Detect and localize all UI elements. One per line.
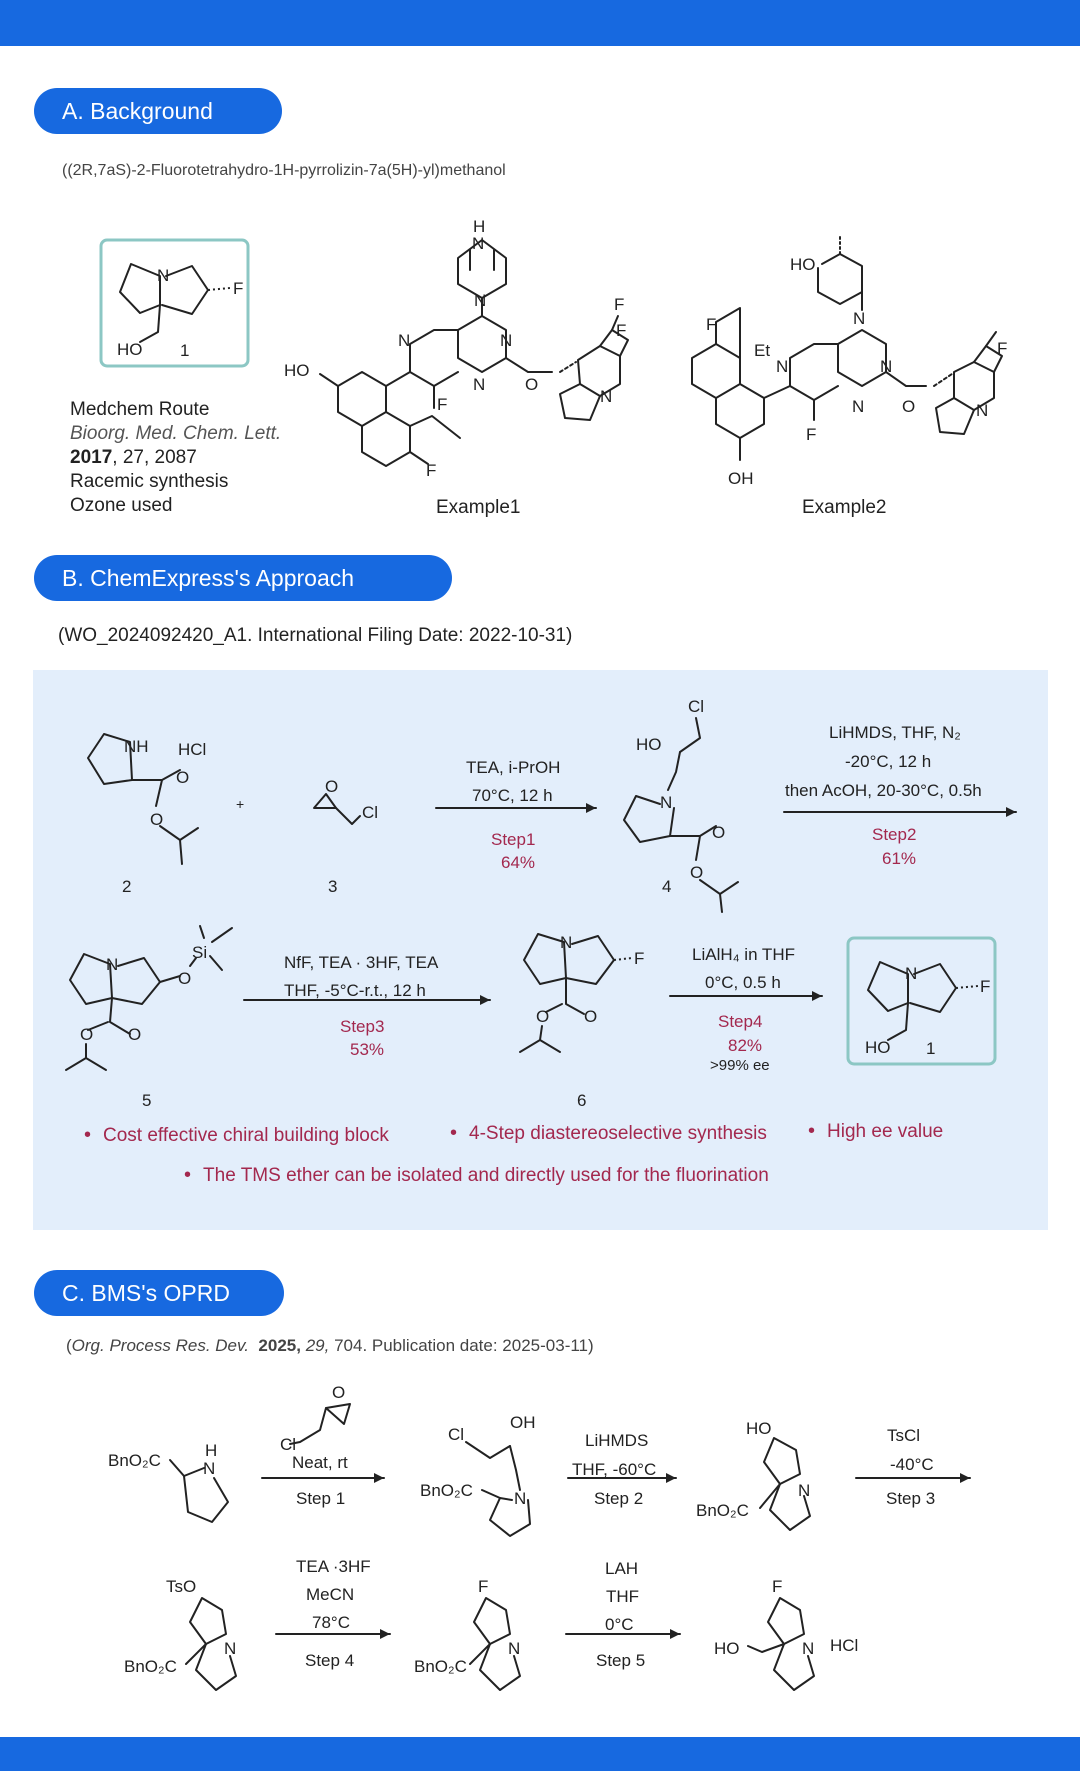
svg-text:F: F [233,279,244,298]
hcl-salt-label: HCl [178,740,207,759]
c-step5-condition: LAH [605,1559,639,1578]
svg-text:N: N [398,331,411,350]
step2-condition: LiHMDS, THF, N₂ [829,723,961,742]
example2-structure [692,236,1007,488]
step2-arrowhead [1006,807,1016,817]
route-year: 2017 [70,447,113,468]
c-step3-arrowhead [960,1473,970,1483]
svg-text:N: N [802,1639,815,1658]
ref-rest: 704. Publication date: 2025-03-11) [334,1336,594,1355]
compound-label-5: 5 [142,1091,152,1110]
c-intermediate-3 [124,1577,236,1690]
svg-text:Cl: Cl [362,803,379,822]
route-line: Racemic synthesis [70,471,229,492]
example1-label: Example1 [436,497,521,518]
svg-text:Et: Et [754,341,771,360]
svg-text:N: N [880,357,893,376]
compound-label-3: 3 [328,877,338,896]
compound-name: ((2R,7aS)-2-Fluorotetrahydro-1H-pyrrolizin-7a(5H)-yl)methanol [62,162,506,179]
svg-text:F: F [614,295,625,314]
c-step1-label: Step 1 [296,1489,346,1508]
route-journal: Bioorg. Med. Chem. Lett. [70,423,282,444]
svg-text:O: O [150,810,164,829]
svg-text:F: F [772,1577,783,1596]
c-final-product [714,1577,814,1690]
svg-text:BnO₂C: BnO₂C [696,1501,749,1520]
svg-text:F: F [806,425,817,444]
svg-text:F: F [997,339,1008,358]
svg-text:HO: HO [790,255,816,274]
svg-text:H: H [205,1441,218,1460]
c-step5-arrowhead [670,1629,680,1639]
ref-bracket: ( [66,1336,72,1355]
c-step4-arrowhead [380,1629,390,1639]
svg-text:TsO: TsO [166,1577,197,1596]
step4-yield: 82% [728,1036,763,1055]
svg-text:F: F [706,315,717,334]
c-step2-condition: THF, -60°C [572,1460,657,1479]
route-line: Medchem Route [70,399,210,420]
step4-condition: 0°C, 0.5 h [705,973,781,992]
c-epoxide-reagent [280,1383,350,1454]
section-b-reference: (WO_2024092420_A1. International Filing Date: 2022-10-31) [58,625,573,646]
svg-text:O: O [332,1383,346,1402]
compound-1-number: 1 [180,341,190,360]
svg-text:O: O [80,1025,94,1044]
svg-text:N: N [798,1481,811,1500]
svg-text:N: N [905,964,918,983]
c-step2-label: Step 2 [594,1489,644,1508]
step1-arrowhead [586,803,596,813]
svg-text:HO: HO [284,361,310,380]
bottom-banner [0,1737,1080,1771]
svg-text:N: N [500,331,513,350]
svg-text:Cl: Cl [280,1435,297,1454]
c-step5-condition: THF [606,1587,640,1606]
svg-text:N: N [660,793,673,812]
ref-journal: Org. Process Res. Dev. [71,1336,249,1355]
svg-text:O: O [712,823,726,842]
c-step2-arrowhead [666,1473,676,1483]
ref-year: 2025, [258,1336,301,1355]
step3-arrowhead [480,995,490,1005]
svg-text:N: N [600,387,613,406]
c-step4-condition: 78°C [312,1613,350,1632]
svg-text:1: 1 [926,1039,936,1058]
c-intermediate-4 [414,1577,520,1690]
step3-label: Step3 [340,1017,385,1036]
compound-5-structure [66,926,232,1070]
svg-text:N: N [106,955,119,974]
benefit-bullet: • The TMS ether can be isolated and directly used for the fluorination [184,1164,769,1187]
c-step3-condition: -40°C [890,1455,934,1474]
svg-text:O: O [178,969,192,988]
step2-label: Step2 [872,825,917,844]
svg-text:N: N [157,266,170,285]
svg-text:N: N [473,375,486,394]
compound-4-structure [624,697,738,912]
svg-text:O: O [525,375,539,394]
c-step3-label: Step 3 [886,1489,936,1508]
svg-text:O: O [325,777,339,796]
svg-text:F: F [426,461,437,480]
svg-text:Si: Si [192,943,208,962]
svg-text:N: N [203,1459,216,1478]
step4-ee: >99% ee [710,1057,770,1074]
c-step4-condition: TEA ·3HF [296,1557,371,1576]
c-intermediate-1 [420,1413,536,1536]
c-step1-arrowhead [374,1473,384,1483]
route-line: Ozone used [70,495,173,516]
c-hcl-label: HCl [830,1636,859,1655]
step4-arrowhead [812,991,822,1001]
compound-label-2: 2 [122,877,132,896]
step4-label: Step4 [718,1012,763,1031]
svg-text:N: N [976,401,989,420]
svg-text:BnO₂C: BnO₂C [414,1657,467,1676]
svg-text:Cl: Cl [688,697,705,716]
route-volume: , 27, 2087 [112,447,197,468]
svg-text:F: F [616,321,627,340]
section-c-title: C. BMS's OPRD [34,1270,284,1316]
benefit-bullet: • Cost effective chiral building block [84,1124,389,1147]
plus-sign: + [236,796,245,812]
compound-6-structure [520,933,644,1052]
svg-text:BnO₂C: BnO₂C [420,1481,473,1500]
compound-label-6: 6 [577,1091,587,1110]
svg-text:O: O [584,1007,598,1026]
section-b-title: B. ChemExpress's Approach [34,555,452,601]
svg-text:O: O [128,1025,142,1044]
svg-text:H: H [473,217,486,236]
step1-yield: 64% [501,853,536,872]
c-step5-condition: 0°C [605,1615,634,1634]
step1-label: Step1 [491,830,536,849]
c-step5-label: Step 5 [596,1651,646,1670]
compound-label-4: 4 [662,877,672,896]
c-step2-condition: LiHMDS [585,1431,649,1450]
svg-text:N: N [776,357,789,376]
svg-text:Cl: Cl [448,1425,465,1444]
svg-text:N: N [472,234,485,253]
svg-text:BnO₂C: BnO₂C [124,1657,177,1676]
step3-condition: THF, -5°C-r.t., 12 h [284,981,426,1000]
c-step4-label: Step 4 [305,1651,355,1670]
step1-condition: 70°C, 12 h [472,786,553,805]
step4-condition: LiAlH₄ in THF [692,945,795,964]
svg-text:F: F [634,949,645,968]
svg-text:N: N [560,933,573,952]
svg-text:N: N [474,291,487,310]
svg-text:F: F [980,977,991,996]
c-step1-condition: Neat, rt [292,1453,348,1472]
compound-2-structure [88,734,198,864]
svg-text:F: F [437,395,448,414]
svg-text:N: N [508,1639,521,1658]
svg-text:N: N [853,309,866,328]
svg-text:O: O [176,768,190,787]
step3-condition: NfF, TEA · 3HF, TEA [284,953,439,972]
svg-text:HO: HO [117,340,143,359]
step2-yield: 61% [882,849,917,868]
svg-text:OH: OH [728,469,754,488]
svg-text:F: F [478,1577,489,1596]
step1-condition: TEA, i-PrOH [466,758,561,777]
product-1-structure [865,962,990,1058]
step2-condition: -20°C, 12 h [845,752,932,771]
example2-label: Example2 [802,497,887,518]
svg-text:N: N [514,1489,527,1508]
svg-text:O: O [690,863,704,882]
step2-condition: then AcOH, 20-30°C, 0.5h [785,781,982,800]
svg-text:HO: HO [865,1038,891,1057]
svg-text:N: N [224,1639,237,1658]
svg-text:BnO₂C: BnO₂C [108,1451,161,1470]
svg-text:N: N [852,397,865,416]
svg-text:HO: HO [746,1419,772,1438]
c-start-material [108,1441,228,1522]
svg-text:O: O [902,397,916,416]
svg-text:HO: HO [636,735,662,754]
svg-text:HO: HO [714,1639,740,1658]
compound-3-structure [314,777,378,824]
c-step3-condition: TsCl [887,1426,921,1445]
step3-yield: 53% [350,1040,385,1059]
svg-text:NH: NH [124,737,149,756]
ref-volume: 29, [305,1336,330,1355]
example1-structure [284,217,628,480]
section-a-title: A. Background [34,88,282,134]
c-intermediate-2 [696,1419,810,1530]
benefit-bullet: • High ee value [808,1120,943,1143]
c-step4-condition: MeCN [306,1585,355,1604]
svg-text:O: O [536,1007,550,1026]
benefit-bullet: • 4-Step diastereoselective synthesis [450,1122,767,1145]
svg-text:OH: OH [510,1413,536,1432]
